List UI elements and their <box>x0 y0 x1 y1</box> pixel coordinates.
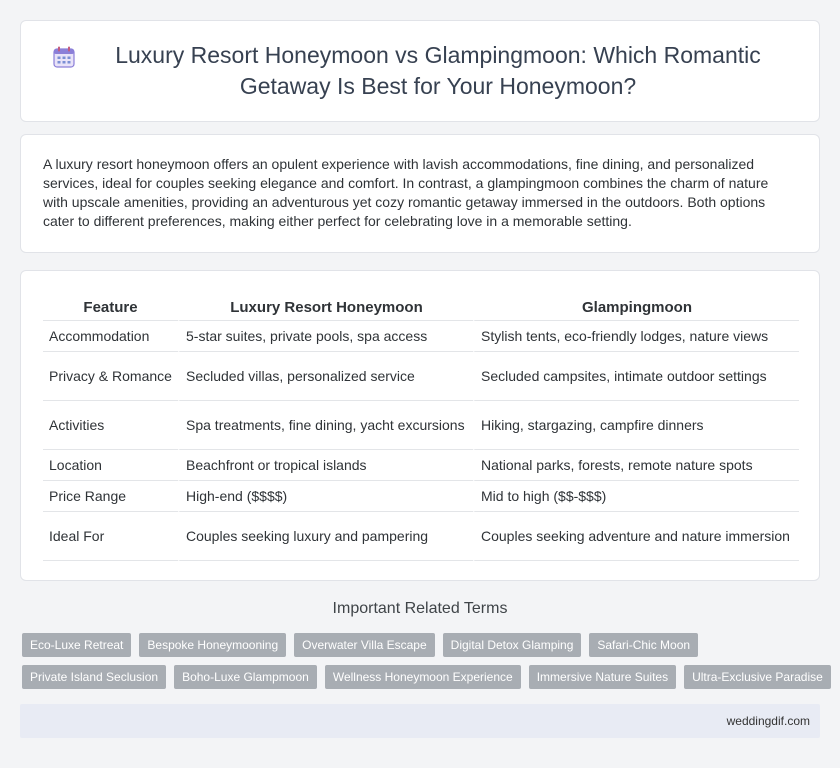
glamping-cell: Hiking, stargazing, campfire dinners <box>473 401 799 450</box>
term-tag[interactable]: Digital Detox Glamping <box>443 633 582 657</box>
luxury-cell: Secluded villas, personalized service <box>178 352 473 401</box>
table-header-row <box>43 293 799 321</box>
header-feature: Feature <box>43 293 178 321</box>
luxury-cell: High-end ($$$$) <box>178 481 473 512</box>
header-luxury-resort: Luxury Resort Honeymoon <box>178 293 473 321</box>
table-row <box>43 401 799 450</box>
feature-cell: Privacy & Romance <box>43 352 178 401</box>
feature-cell: Activities <box>43 401 178 450</box>
site-name[interactable]: weddingdif.com <box>726 714 810 728</box>
comparison-card <box>20 270 820 581</box>
feature-cell: Accommodation <box>43 321 178 352</box>
term-tag[interactable]: Private Island Seclusion <box>22 665 166 689</box>
luxury-cell: Couples seeking luxury and pampering <box>178 512 473 561</box>
comparison-table <box>43 293 799 561</box>
term-tag[interactable]: Overwater Villa Escape <box>294 633 435 657</box>
term-tag[interactable]: Bespoke Honeymooning <box>139 633 286 657</box>
table-row <box>43 450 799 481</box>
feature-cell: Price Range <box>43 481 178 512</box>
glamping-cell: Couples seeking adventure and nature immersion <box>473 512 799 561</box>
title-card <box>20 20 820 122</box>
glamping-cell: National parks, forests, remote nature spots <box>473 450 799 481</box>
luxury-cell: Spa treatments, fine dining, yacht excursions <box>178 401 473 450</box>
calendar-icon <box>51 44 77 70</box>
term-tag[interactable]: Safari-Chic Moon <box>589 633 698 657</box>
title-wrap <box>51 40 789 102</box>
glamping-cell: Stylish tents, eco-friendly lodges, nature views <box>473 321 799 352</box>
feature-cell: Location <box>43 450 178 481</box>
footer <box>20 704 820 738</box>
intro-card <box>20 134 820 253</box>
term-tag[interactable]: Immersive Nature Suites <box>529 665 676 689</box>
glamping-cell: Secluded campsites, intimate outdoor settings <box>473 352 799 401</box>
table-row <box>43 512 799 561</box>
related-terms-row <box>22 633 822 657</box>
feature-cell: Ideal For <box>43 512 178 561</box>
header-glampingmoon: Glampingmoon <box>473 293 799 321</box>
table-row <box>43 481 799 512</box>
page-title: Luxury Resort Honeymoon vs Glampingmoon: Which Romantic Getaway Is Best for Your Honeymoon? <box>115 42 761 99</box>
term-tag[interactable]: Ultra-Exclusive Paradise <box>684 665 831 689</box>
table-row <box>43 352 799 401</box>
table-row <box>43 321 799 352</box>
luxury-cell: 5-star suites, private pools, spa access <box>178 321 473 352</box>
related-terms-heading: Important Related Terms <box>332 600 508 617</box>
related-terms-row <box>22 665 822 689</box>
term-tag[interactable]: Wellness Honeymoon Experience <box>325 665 521 689</box>
term-tag[interactable]: Eco-Luxe Retreat <box>22 633 131 657</box>
term-tag[interactable]: Boho-Luxe Glampmoon <box>174 665 317 689</box>
intro-paragraph: A luxury resort honeymoon offers an opulent experience with lavish accommodations, fine dining, and personalized services, ideal for couples seeking elegance and comfort. In contrast, a glampingmoon combines the charm of nature with upscale amenities, providing an adventurous yet cozy romantic getaway immersed in the outdoors. Both options cater to different preferences, making either perfect for celebrating love in a memorable setting. <box>43 156 769 229</box>
glamping-cell: Mid to high ($$-$$$) <box>473 481 799 512</box>
luxury-cell: Beachfront or tropical islands <box>178 450 473 481</box>
